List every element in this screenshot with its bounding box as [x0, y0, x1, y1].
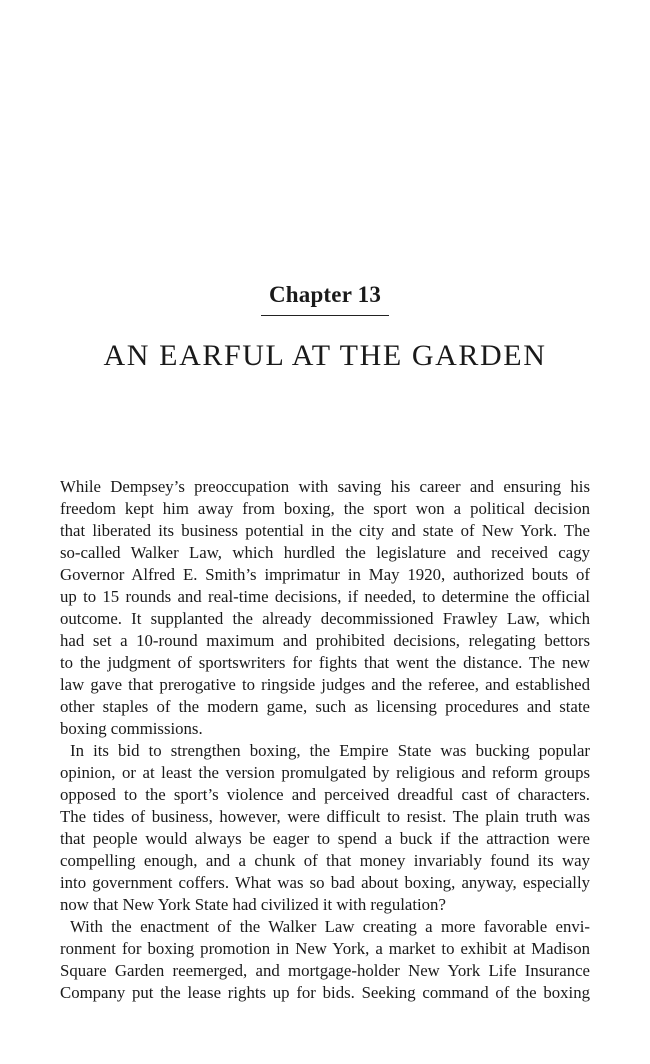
- text-line: freedom kept him away from boxing, the sport won a political decision: [60, 499, 590, 518]
- text-line: that people would always be eager to spend a buck if the attraction were: [60, 829, 590, 848]
- text-line: With the enactment of the Walker Law creating a more favorable envi-: [70, 917, 590, 936]
- text-line: boxing commissions.: [60, 719, 203, 738]
- paragraph-1: [60, 476, 590, 740]
- text-line: into government coffers. What was so bad about boxing, anyway, especially: [60, 873, 590, 892]
- chapter-title: AN EARFUL AT THE GARDEN: [103, 339, 547, 372]
- text-line: outcome. It supplanted the already decommissioned Frawley Law, which: [60, 609, 590, 628]
- text-line: now that New York State had civilized it with regulation?: [60, 895, 446, 914]
- text-line: The tides of business, however, were difficult to resist. The plain truth was: [60, 807, 590, 826]
- text-line: up to 15 rounds and real-time decisions, if needed, to determine the official: [60, 587, 590, 606]
- text-line: Governor Alfred E. Smith’s imprimatur in May 1920, authorized bouts of: [60, 565, 590, 584]
- text-line: compelling enough, and a chunk of that money invariably found its way: [60, 851, 590, 870]
- chapter-label: Chapter 13: [268, 282, 382, 307]
- text-line: opinion, or at least the version promulgated by religious and reform groups: [60, 763, 590, 782]
- chapter-underline: [261, 315, 389, 316]
- text-line: to the judgment of sportswriters for fights that went the distance. The new: [60, 653, 590, 672]
- text-line: ronment for boxing promotion in New York, a market to exhibit at Madison: [60, 939, 590, 958]
- text-line: While Dempsey’s preoccupation with saving his career and ensuring his: [60, 477, 590, 496]
- text-line: that liberated its business potential in the city and state of New York. The: [60, 521, 590, 540]
- paragraph-2: [60, 740, 590, 916]
- text-line: Company put the lease rights up for bids. Seeking command of the boxing: [60, 983, 590, 1002]
- paragraph-3: [60, 916, 590, 1004]
- text-line: Square Garden reemerged, and mortgage-holder New York Life Insurance: [60, 961, 590, 980]
- text-line: In its bid to strengthen boxing, the Empire State was bucking popular: [70, 741, 590, 760]
- body-text: [60, 476, 590, 1004]
- text-line: had set a 10-round maximum and prohibited decisions, relegating bettors: [60, 631, 590, 650]
- text-line: opposed to the sport’s violence and perceived dreadful cast of characters.: [60, 785, 590, 804]
- text-line: other staples of the modern game, such as licensing procedures and state: [60, 697, 590, 716]
- text-line: so-called Walker Law, which hurdled the legislature and received cagy: [60, 543, 590, 562]
- text-line: law gave that prerogative to ringside judges and the referee, and established: [60, 675, 590, 694]
